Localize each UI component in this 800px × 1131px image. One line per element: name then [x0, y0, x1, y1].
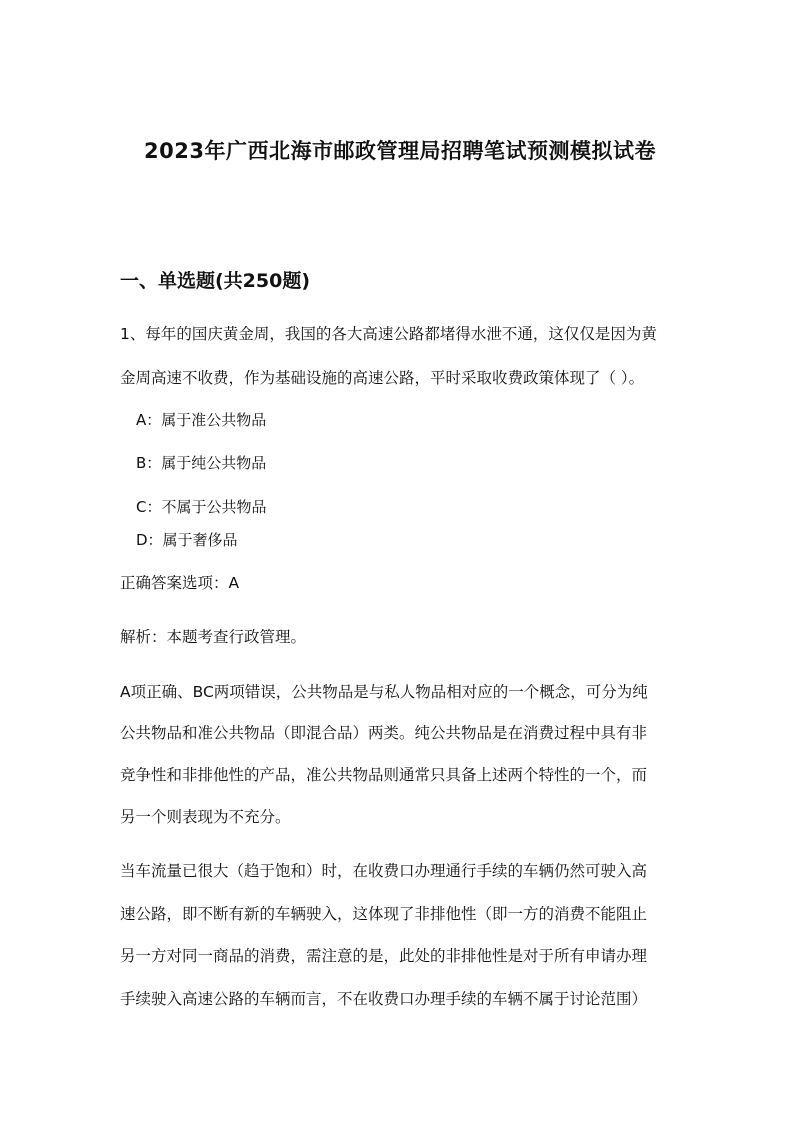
analysis-line: A项正确、BC两项错误，公共物品是与私人物品相对应的一个概念，可分为纯 [120, 683, 648, 701]
analysis-line: 当车流量已很大（趋于饱和）时，在收费口办理通行手续的车辆仍然可驶入高 [120, 862, 648, 880]
analysis-line: 公共物品和准公共物品（即混合品）两类。纯公共物品是在消费过程中具有非 [120, 724, 648, 742]
analysis-intro: 解析：本题考查行政管理。 [120, 628, 307, 646]
page-title: 2023年广西北海市邮政管理局招聘笔试预测模拟试卷 [144, 139, 656, 163]
option-b: B：属于纯公共物品 [136, 454, 267, 472]
option-a: A：属于准公共物品 [136, 411, 267, 429]
section-heading: 一、单选题(共250题) [120, 270, 311, 292]
analysis-line: 速公路，即不断有新的车辆驶入，这体现了非排他性（即一方的消费不能阻止 [120, 905, 648, 923]
question-line: 1、每年的国庆黄金周，我国的各大高速公路都堵得水泄不通，这仅仅是因为黄 [120, 325, 657, 343]
question-line: 金周高速不收费，作为基础设施的高速公路，平时采取收费政策体现了（ ）。 [120, 369, 645, 387]
analysis-line: 手续驶入高速公路的车辆而言，不在收费口办理手续的车辆不属于讨论范围） [120, 990, 648, 1008]
option-d: D：属于奢侈品 [136, 531, 238, 549]
correct-answer: 正确答案选项：A [120, 574, 240, 592]
analysis-line: 另一方对同一商品的消费，需注意的是，此处的非排他性是对于所有申请办理 [120, 947, 648, 965]
analysis-line: 另一个则表现为不充分。 [120, 808, 291, 826]
option-c: C：不属于公共物品 [136, 498, 267, 516]
analysis-line: 竞争性和非排他性的产品，准公共物品则通常只具备上述两个特性的一个，而 [120, 766, 648, 784]
